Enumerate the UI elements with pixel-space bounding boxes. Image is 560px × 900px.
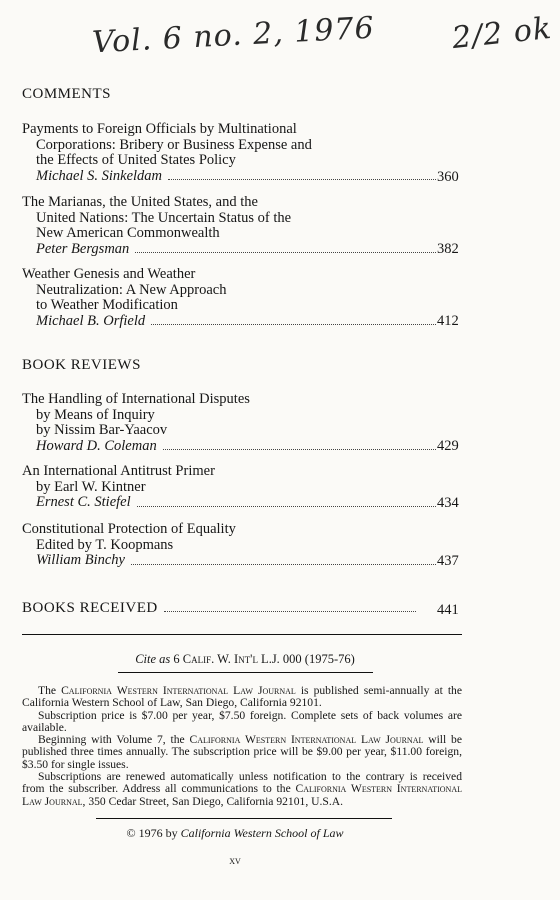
entry-page-number: 382 <box>437 241 459 257</box>
entry-author: Ernest C. Stiefel <box>36 494 131 510</box>
entry-title-line: The Marianas, the United States, and the <box>22 194 258 210</box>
cite-citation: 6 Calif. W. Int'l L.J. 000 (1975-76) <box>173 652 355 666</box>
entry-page-number: 360 <box>437 169 459 185</box>
handwritten-volume-note: Vol. 6 no. 2, 1976 <box>91 10 376 61</box>
entry-author-row <box>22 553 442 569</box>
citation-line <box>0 652 490 667</box>
toc-entry <box>22 195 442 257</box>
books-received-page: 441 <box>437 602 459 618</box>
pub-paragraph: Subscriptions are renewed automatically unless notification to the contrary is received from the subscriber. Address all communications to the California Western International Law Journal, 350 Cedar Street, San Diego, California 92101, U.S.A. <box>22 770 462 808</box>
entry-author: Peter Bergsman <box>36 240 130 257</box>
leader-dots <box>135 252 436 253</box>
entry-author: William Binchy <box>36 552 125 568</box>
page-number: xv <box>229 855 241 867</box>
entry-title-line: The Handling of International Disputes <box>22 391 250 407</box>
entry-author: Michael S. Sinkeldam <box>36 167 163 184</box>
leader-dots <box>168 179 436 180</box>
entry-author: Howard D. Coleman <box>36 437 157 454</box>
entry-title-line: Payments to Foreign Officials by Multinational <box>22 121 297 137</box>
entry-title-line: to Weather Modification <box>36 297 178 313</box>
divider <box>96 818 392 819</box>
book-reviews-heading: BOOK REVIEWS <box>22 357 141 373</box>
entry-author-row <box>22 495 442 511</box>
toc-entry <box>22 522 442 569</box>
toc-entry <box>22 267 442 329</box>
entry-title-line: Edited by T. Koopmans <box>36 536 174 553</box>
cite-prefix: Cite as <box>135 652 171 666</box>
divider <box>118 672 373 673</box>
entry-title-line: Neutralization: A New Approach <box>36 281 227 298</box>
entry-page-number: 429 <box>437 438 459 454</box>
pub-paragraph: The California Western International Law Journal is published semi-annually at the California Western School of Law, San Diego, California 92101. <box>22 684 462 710</box>
pub-paragraph: Beginning with Volume 7, the California Western International Law Journal will be published three times annually. The subscription price will be $9.00 per year, $11.00 foreign, $3.50 for single issues. <box>22 733 462 771</box>
divider <box>22 634 462 635</box>
entry-title-line: Corporations: Bribery or Business Expense and <box>36 136 312 153</box>
leader-dots <box>137 506 436 507</box>
copyright-holder: California Western School of Law <box>180 826 344 840</box>
entry-title-line: the Effects of United States Policy <box>36 152 236 168</box>
entry-page-number: 437 <box>437 553 459 569</box>
leader-dots <box>151 324 436 325</box>
books-received-label: BOOKS RECEIVED <box>22 600 158 616</box>
pub-paragraph: Subscription price is $7.00 per year, $7.50 foreign. Complete sets of back volumes are available. <box>22 708 462 734</box>
books-received-row <box>22 600 422 617</box>
entry-author-row <box>22 242 442 258</box>
entry-title-line: United Nations: The Uncertain Status of the <box>36 209 292 226</box>
copyright-line <box>0 826 470 841</box>
entry-title-line: by Earl W. Kintner <box>36 478 146 495</box>
entry-title-line: New American Commonwealth <box>36 225 220 241</box>
toc-entry <box>22 464 442 511</box>
entry-page-number: 412 <box>437 313 459 329</box>
entry-title-line: Constitutional Protection of Equality <box>22 521 236 537</box>
handwritten-check-note: 2/2 ok <box>450 10 554 57</box>
toc-entry <box>22 392 442 454</box>
leader-dots <box>163 449 436 450</box>
comments-heading: COMMENTS <box>22 86 112 102</box>
entry-title-line: by Means of Inquiry <box>36 406 155 423</box>
publication-info <box>22 685 462 808</box>
entry-page-number: 434 <box>437 495 459 511</box>
entry-author-row <box>22 169 442 185</box>
leader-dots <box>164 611 416 612</box>
leader-dots <box>131 564 436 565</box>
entry-author-row <box>22 439 442 455</box>
entry-title-line: An International Antitrust Primer <box>22 463 215 479</box>
copyright-prefix: © 1976 by <box>126 826 178 840</box>
entry-title-line: by Nissim Bar-Yaacov <box>36 422 168 438</box>
toc-entry <box>22 122 442 184</box>
entry-title-line: Weather Genesis and Weather <box>22 266 196 282</box>
entry-author-row <box>22 314 442 330</box>
entry-author: Michael B. Orfield <box>36 312 146 329</box>
